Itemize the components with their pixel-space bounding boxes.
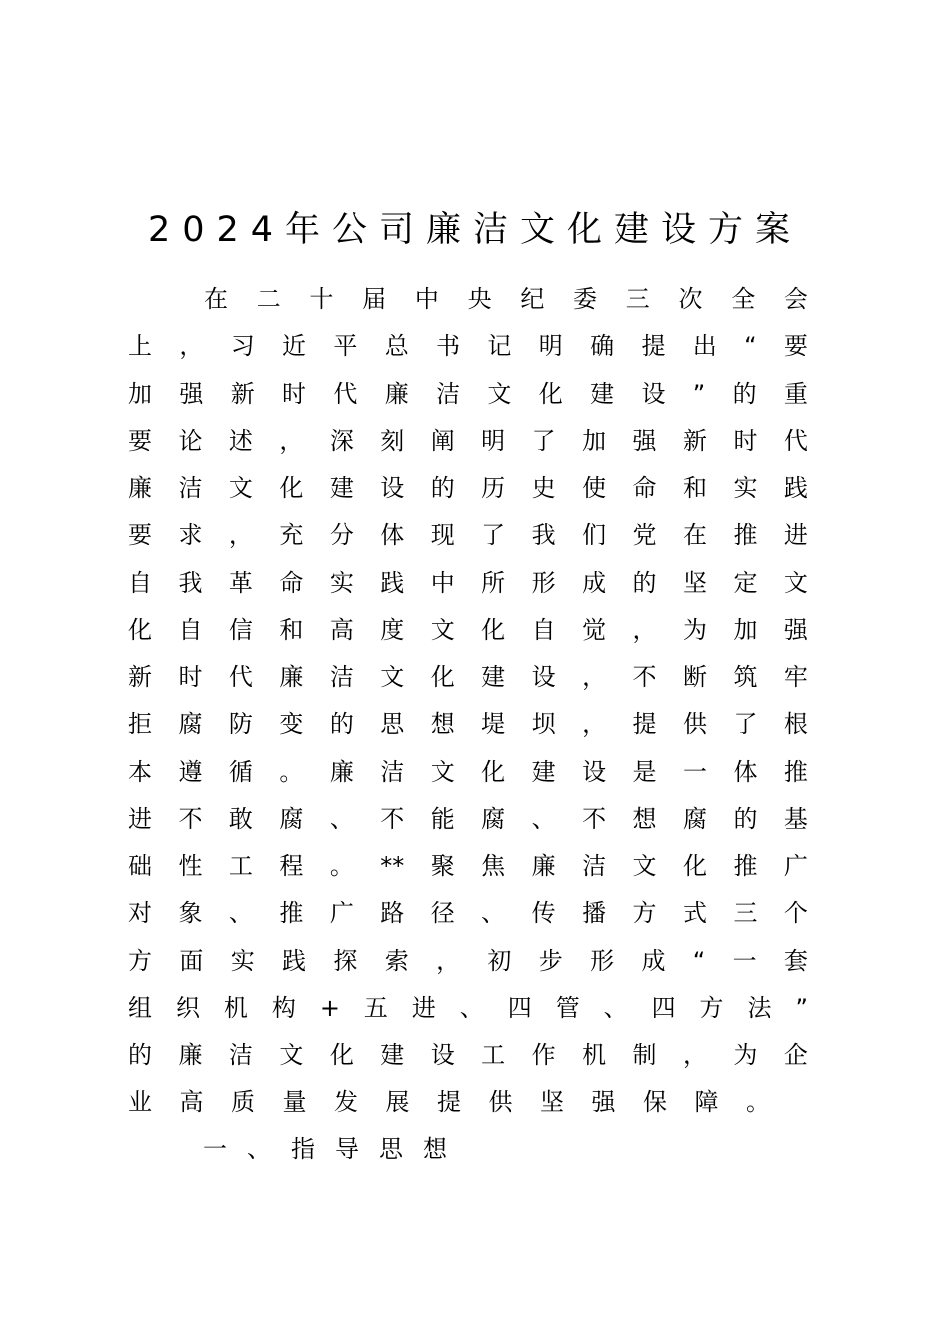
paragraph-line bbox=[128, 465, 808, 512]
text-glyph: 工 bbox=[481, 1041, 506, 1069]
text-glyph: 书 bbox=[436, 332, 461, 361]
text-glyph: 三 bbox=[733, 899, 758, 928]
text-glyph: 套 bbox=[783, 946, 808, 975]
text-glyph: ” bbox=[795, 993, 808, 1022]
text-glyph: 我 bbox=[531, 521, 556, 550]
text-glyph: 述 bbox=[228, 426, 253, 455]
text-glyph: 建 bbox=[329, 474, 354, 502]
text-glyph: 化 bbox=[481, 615, 506, 644]
paragraph-line bbox=[128, 418, 808, 465]
text-glyph: 信 bbox=[228, 615, 253, 644]
text-glyph: 史 bbox=[531, 474, 556, 502]
paragraph-line bbox=[128, 1032, 808, 1079]
text-glyph: 文 bbox=[380, 663, 405, 691]
text-glyph: 明 bbox=[481, 426, 506, 455]
text-glyph: 作 bbox=[531, 1041, 556, 1069]
text-glyph: 四 bbox=[651, 993, 676, 1022]
text-glyph: 洁 bbox=[582, 852, 607, 880]
paragraph-line bbox=[128, 560, 808, 607]
text-glyph: 论 bbox=[178, 426, 203, 455]
document-title: 2024年公司廉洁文化建设方案 bbox=[147, 210, 803, 250]
text-glyph: 化 bbox=[682, 852, 707, 880]
text-glyph: 时 bbox=[282, 379, 307, 408]
text-glyph: 供 bbox=[682, 710, 707, 739]
text-glyph: 践 bbox=[282, 946, 307, 975]
text-glyph: 革 bbox=[228, 568, 253, 597]
text-glyph: 机 bbox=[582, 1041, 607, 1069]
text-glyph: 平 bbox=[333, 332, 358, 361]
text-glyph: 牢 bbox=[783, 663, 808, 691]
text-glyph: ， bbox=[228, 521, 253, 550]
text-glyph: 础 bbox=[128, 852, 152, 880]
text-glyph: 推 bbox=[783, 757, 808, 786]
text-glyph: 刻 bbox=[380, 426, 405, 455]
section-heading: 一、指导思想 bbox=[203, 1135, 467, 1163]
text-glyph: 传 bbox=[531, 899, 556, 928]
text-glyph: 代 bbox=[228, 663, 253, 691]
text-glyph: 机 bbox=[223, 993, 248, 1022]
text-glyph: 筑 bbox=[733, 663, 758, 691]
text-glyph: 路 bbox=[380, 899, 405, 928]
text-glyph: 的 bbox=[733, 804, 758, 833]
text-glyph: 设 bbox=[430, 1041, 455, 1069]
text-glyph: 进 bbox=[411, 993, 436, 1022]
text-glyph: 形 bbox=[531, 568, 556, 597]
text-glyph: 个 bbox=[783, 899, 808, 928]
text-glyph: 管 bbox=[555, 993, 580, 1022]
text-glyph: 敢 bbox=[228, 804, 253, 833]
text-glyph: 构 bbox=[271, 993, 296, 1022]
text-glyph: 次 bbox=[678, 285, 703, 313]
text-glyph: 洁 bbox=[436, 379, 461, 408]
text-glyph: 一 bbox=[732, 946, 757, 975]
text-glyph: 设 bbox=[531, 663, 556, 691]
text-glyph: ， bbox=[632, 615, 657, 644]
text-glyph: 性 bbox=[178, 852, 203, 880]
text-glyph: 文 bbox=[228, 474, 253, 502]
text-glyph: 新 bbox=[128, 663, 152, 691]
paragraph-line bbox=[128, 701, 808, 748]
paragraph-line bbox=[128, 985, 808, 1032]
text-glyph: 的 bbox=[329, 710, 354, 739]
text-glyph: 腐 bbox=[178, 710, 203, 739]
text-glyph: 中 bbox=[430, 568, 455, 597]
text-glyph: 文 bbox=[279, 1041, 304, 1069]
text-glyph: 织 bbox=[175, 993, 200, 1022]
paragraph-line bbox=[128, 796, 808, 843]
paragraph-line bbox=[128, 512, 808, 559]
text-glyph: ** bbox=[380, 852, 405, 880]
text-glyph: 近 bbox=[282, 332, 307, 361]
text-glyph: 想 bbox=[430, 710, 455, 739]
text-glyph: 历 bbox=[481, 474, 506, 502]
text-glyph: 文 bbox=[430, 757, 455, 786]
text-glyph: 不 bbox=[632, 663, 657, 691]
text-glyph: ， bbox=[582, 663, 607, 691]
text-glyph: 建 bbox=[380, 1041, 405, 1069]
text-glyph: 的 bbox=[732, 379, 757, 408]
text-glyph: 设 bbox=[380, 474, 405, 502]
text-glyph: 化 bbox=[279, 474, 304, 502]
text-glyph: 、 bbox=[228, 899, 253, 928]
text-glyph: + bbox=[319, 993, 340, 1022]
text-glyph: 深 bbox=[329, 426, 354, 455]
text-glyph: 形 bbox=[590, 946, 615, 975]
text-glyph: 防 bbox=[228, 710, 253, 739]
paragraph-line bbox=[128, 654, 808, 701]
text-glyph: 加 bbox=[128, 379, 152, 408]
text-glyph: ， bbox=[279, 426, 304, 455]
text-glyph: “ bbox=[692, 946, 706, 975]
text-glyph: ， bbox=[179, 332, 204, 361]
text-glyph: 径 bbox=[430, 899, 455, 928]
text-glyph: 本 bbox=[128, 757, 152, 786]
text-glyph: 体 bbox=[733, 757, 758, 786]
text-glyph: 觉 bbox=[582, 615, 607, 644]
text-glyph: 进 bbox=[128, 804, 152, 833]
text-glyph: 高 bbox=[329, 615, 354, 644]
text-glyph: 上 bbox=[128, 332, 152, 361]
text-glyph: 廉 bbox=[329, 757, 354, 786]
text-glyph: 廉 bbox=[178, 1041, 203, 1069]
text-glyph: 强 bbox=[632, 426, 657, 455]
paragraph-line bbox=[128, 843, 808, 890]
text-glyph: 现 bbox=[430, 521, 455, 550]
text-glyph: 纪 bbox=[520, 285, 545, 313]
text-glyph: 要 bbox=[128, 521, 152, 550]
paragraph-line: 业高质量发展提供坚强保障。 bbox=[128, 1088, 798, 1117]
text-glyph: 组 bbox=[128, 993, 152, 1022]
text-glyph: 建 bbox=[531, 757, 556, 786]
text-glyph: 求 bbox=[178, 521, 203, 550]
text-glyph: 习 bbox=[230, 332, 255, 361]
text-glyph: 重 bbox=[783, 379, 808, 408]
text-glyph: 方 bbox=[699, 993, 724, 1022]
text-glyph: 焦 bbox=[481, 852, 506, 880]
text-glyph: 了 bbox=[481, 521, 506, 550]
text-glyph: 建 bbox=[590, 379, 615, 408]
text-glyph: 自 bbox=[531, 615, 556, 644]
text-glyph: 化 bbox=[128, 615, 152, 644]
text-glyph: 面 bbox=[179, 946, 204, 975]
text-glyph: 充 bbox=[279, 521, 304, 550]
text-glyph: 洁 bbox=[228, 1041, 253, 1069]
text-glyph: 我 bbox=[178, 568, 203, 597]
text-glyph: 代 bbox=[783, 426, 808, 455]
text-glyph: 式 bbox=[682, 899, 707, 928]
text-glyph: 会 bbox=[783, 285, 808, 313]
text-glyph: 洁 bbox=[380, 757, 405, 786]
text-glyph: 腐 bbox=[279, 804, 304, 833]
text-glyph: 、 bbox=[531, 804, 556, 833]
paragraph-line bbox=[128, 276, 808, 323]
text-glyph: 步 bbox=[538, 946, 563, 975]
text-glyph: 加 bbox=[582, 426, 607, 455]
text-glyph: 体 bbox=[380, 521, 405, 550]
text-glyph: 。 bbox=[329, 852, 354, 880]
text-glyph: 总 bbox=[384, 332, 409, 361]
text-glyph: 明 bbox=[538, 332, 563, 361]
paragraph-line bbox=[128, 890, 808, 937]
text-glyph: 强 bbox=[179, 379, 204, 408]
text-glyph: 文 bbox=[487, 379, 512, 408]
text-glyph: 一 bbox=[682, 757, 707, 786]
text-glyph: 坝 bbox=[531, 710, 556, 739]
text-glyph: 新 bbox=[682, 426, 707, 455]
text-glyph: 时 bbox=[733, 426, 758, 455]
text-glyph: 变 bbox=[279, 710, 304, 739]
text-glyph: 堤 bbox=[481, 710, 506, 739]
text-glyph: 成 bbox=[641, 946, 666, 975]
text-glyph: 廉 bbox=[531, 852, 556, 880]
text-glyph: 廉 bbox=[384, 379, 409, 408]
text-glyph: 根 bbox=[783, 710, 808, 739]
text-glyph: 为 bbox=[682, 615, 707, 644]
text-glyph: 使 bbox=[582, 474, 607, 502]
text-glyph: 不 bbox=[178, 804, 203, 833]
text-glyph: 定 bbox=[733, 568, 758, 597]
text-glyph: ， bbox=[682, 1041, 707, 1069]
text-glyph: 断 bbox=[682, 663, 707, 691]
text-glyph: “ bbox=[744, 332, 757, 361]
text-glyph: 对 bbox=[128, 899, 152, 928]
text-glyph: 要 bbox=[128, 426, 152, 455]
text-glyph: 法 bbox=[747, 993, 772, 1022]
text-glyph: 、 bbox=[459, 993, 484, 1022]
text-glyph: 加 bbox=[733, 615, 758, 644]
text-glyph: 、 bbox=[481, 899, 506, 928]
text-glyph: 了 bbox=[531, 426, 556, 455]
text-glyph: 央 bbox=[467, 285, 492, 313]
text-glyph: 进 bbox=[783, 521, 808, 550]
text-glyph: 自 bbox=[178, 615, 203, 644]
text-glyph: 推 bbox=[279, 899, 304, 928]
text-glyph: 化 bbox=[329, 1041, 354, 1069]
text-glyph: 企 bbox=[783, 1041, 808, 1069]
text-glyph: 。 bbox=[279, 757, 304, 786]
text-glyph: 和 bbox=[279, 615, 304, 644]
text-glyph: 象 bbox=[178, 899, 203, 928]
text-glyph: 初 bbox=[487, 946, 512, 975]
text-glyph: 所 bbox=[481, 568, 506, 597]
text-glyph: 遵 bbox=[178, 757, 203, 786]
text-glyph: 确 bbox=[590, 332, 615, 361]
text-glyph: 方 bbox=[128, 946, 152, 975]
text-glyph: 时 bbox=[178, 663, 203, 691]
text-glyph: 命 bbox=[632, 474, 657, 502]
text-glyph: 和 bbox=[682, 474, 707, 502]
text-glyph: 的 bbox=[430, 474, 455, 502]
text-glyph: 命 bbox=[279, 568, 304, 597]
text-glyph: 三 bbox=[625, 285, 650, 313]
paragraph-line bbox=[128, 749, 808, 796]
text-glyph: 的 bbox=[632, 568, 657, 597]
text-glyph: 工 bbox=[228, 852, 253, 880]
text-glyph: 是 bbox=[632, 757, 657, 786]
text-glyph: 文 bbox=[430, 615, 455, 644]
paragraph-line bbox=[128, 323, 808, 370]
text-glyph: 推 bbox=[733, 852, 758, 880]
text-glyph: 的 bbox=[128, 1041, 152, 1069]
text-glyph: 想 bbox=[632, 804, 657, 833]
text-glyph: 制 bbox=[632, 1041, 657, 1069]
text-glyph: 实 bbox=[230, 946, 255, 975]
text-glyph: 廉 bbox=[128, 474, 152, 502]
text-glyph: 度 bbox=[380, 615, 405, 644]
text-glyph: 阐 bbox=[430, 426, 455, 455]
text-glyph: 坚 bbox=[682, 568, 707, 597]
text-glyph: 广 bbox=[329, 899, 354, 928]
text-glyph: 建 bbox=[481, 663, 506, 691]
text-glyph: 为 bbox=[733, 1041, 758, 1069]
text-glyph: 四 bbox=[507, 993, 532, 1022]
text-glyph: 设 bbox=[641, 379, 666, 408]
text-glyph: 们 bbox=[582, 521, 607, 550]
text-glyph: ， bbox=[436, 946, 461, 975]
text-glyph: 聚 bbox=[430, 852, 455, 880]
text-glyph: 索 bbox=[384, 946, 409, 975]
text-glyph: 在 bbox=[682, 521, 707, 550]
text-glyph: 十 bbox=[309, 285, 334, 313]
text-glyph: 、 bbox=[603, 993, 628, 1022]
text-glyph: 文 bbox=[632, 852, 657, 880]
text-glyph: 自 bbox=[128, 568, 152, 597]
text-glyph: 、 bbox=[329, 804, 354, 833]
text-glyph: 记 bbox=[487, 332, 512, 361]
text-glyph: 推 bbox=[733, 521, 758, 550]
text-glyph: 党 bbox=[632, 521, 657, 550]
text-glyph: 届 bbox=[362, 285, 387, 313]
text-glyph: 践 bbox=[380, 568, 405, 597]
text-glyph: ， bbox=[582, 710, 607, 739]
text-glyph: 化 bbox=[430, 663, 455, 691]
text-glyph: 探 bbox=[333, 946, 358, 975]
text-glyph: 化 bbox=[481, 757, 506, 786]
text-glyph: 实 bbox=[733, 474, 758, 502]
text-glyph: 提 bbox=[632, 710, 657, 739]
text-glyph: 强 bbox=[783, 615, 808, 644]
text-glyph: 廉 bbox=[279, 663, 304, 691]
text-glyph: 委 bbox=[573, 285, 598, 313]
paragraph-line bbox=[128, 371, 808, 418]
intro-paragraph bbox=[128, 276, 808, 1127]
text-glyph: 分 bbox=[329, 521, 354, 550]
text-glyph: 广 bbox=[783, 852, 808, 880]
text-glyph: 出 bbox=[692, 332, 717, 361]
text-glyph: 五 bbox=[363, 993, 388, 1022]
text-glyph: 成 bbox=[582, 568, 607, 597]
text-glyph: 实 bbox=[329, 568, 354, 597]
text-glyph: 循 bbox=[228, 757, 253, 786]
text-glyph: 化 bbox=[538, 379, 563, 408]
paragraph-line bbox=[128, 607, 808, 654]
text-glyph: 程 bbox=[279, 852, 304, 880]
paragraph-line bbox=[128, 938, 808, 985]
text-glyph: 方 bbox=[632, 899, 657, 928]
text-glyph: 新 bbox=[230, 379, 255, 408]
text-glyph: 洁 bbox=[178, 474, 203, 502]
text-glyph: 腐 bbox=[481, 804, 506, 833]
text-glyph: 不 bbox=[582, 804, 607, 833]
text-glyph: 腐 bbox=[682, 804, 707, 833]
text-glyph: 基 bbox=[783, 804, 808, 833]
text-glyph: 设 bbox=[582, 757, 607, 786]
text-glyph: 全 bbox=[731, 285, 756, 313]
text-glyph: 能 bbox=[430, 804, 455, 833]
text-glyph: 播 bbox=[582, 899, 607, 928]
text-glyph: 思 bbox=[380, 710, 405, 739]
text-glyph: 中 bbox=[414, 285, 439, 313]
text-glyph: 不 bbox=[380, 804, 405, 833]
text-glyph: 文 bbox=[783, 568, 808, 597]
text-glyph: 要 bbox=[783, 332, 808, 361]
text-glyph: 了 bbox=[733, 710, 758, 739]
text-glyph: 提 bbox=[641, 332, 666, 361]
text-glyph: 在 bbox=[204, 285, 228, 313]
text-glyph: ” bbox=[692, 379, 706, 408]
text-glyph: 践 bbox=[783, 474, 808, 502]
text-glyph: 代 bbox=[333, 379, 358, 408]
text-glyph: 洁 bbox=[329, 663, 354, 691]
text-glyph: 二 bbox=[256, 285, 281, 313]
text-glyph: 拒 bbox=[128, 710, 152, 739]
